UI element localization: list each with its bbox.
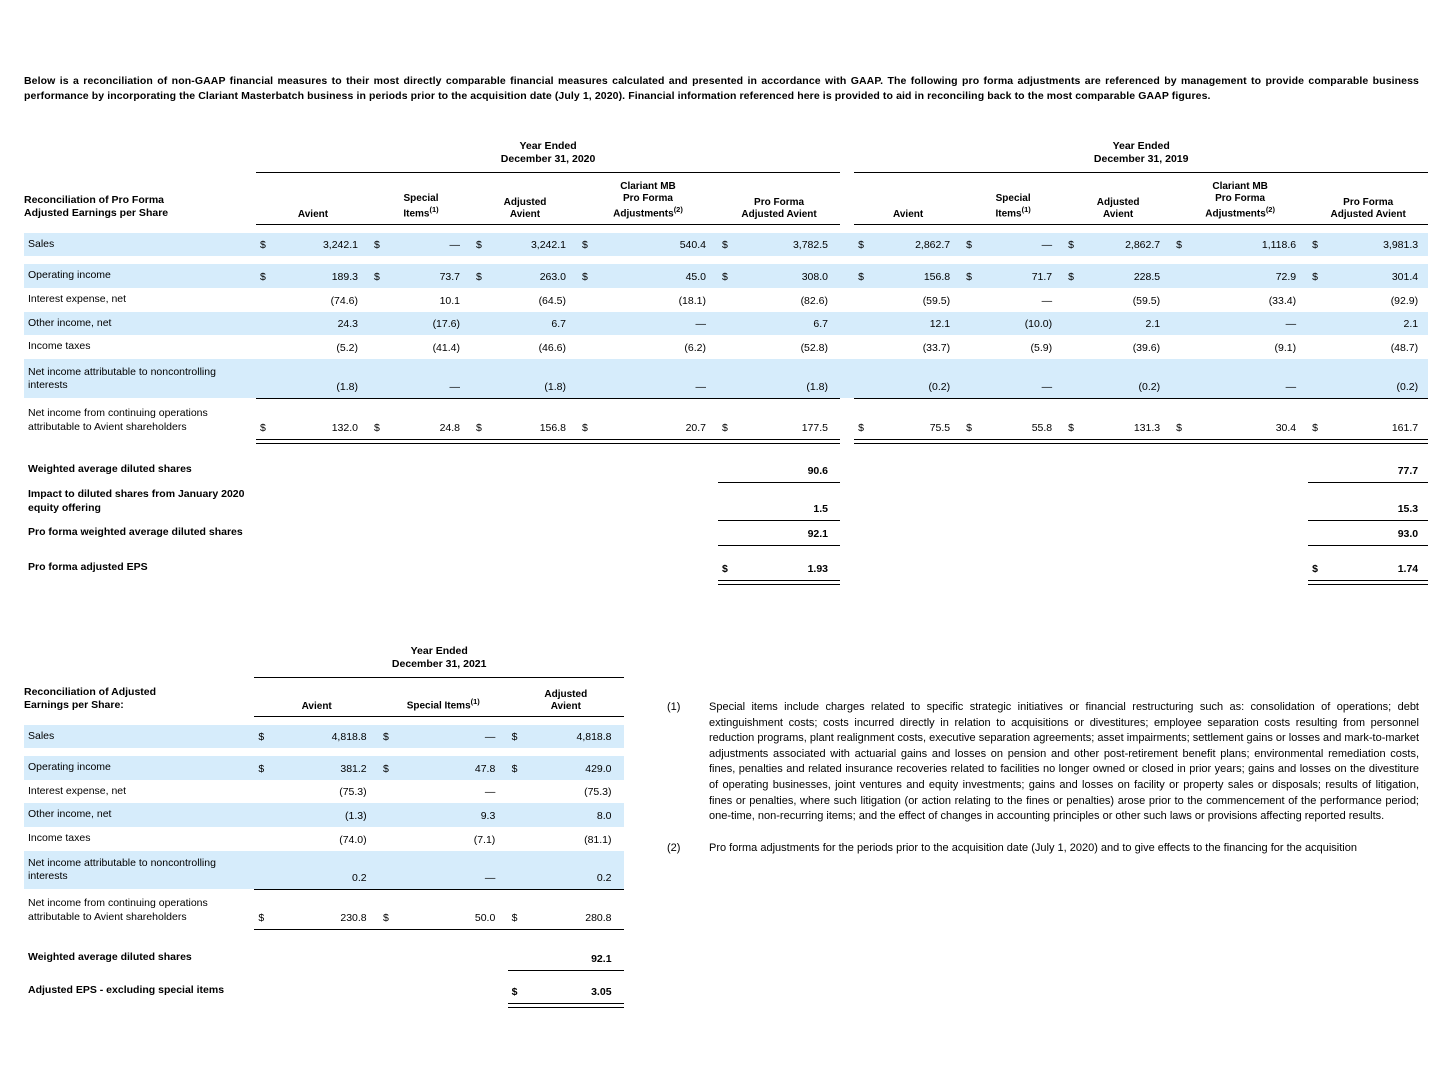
table-row: Other income, net 24.3 (17.6) 6.7 — 6.7 12.1 (10.0) 2.1 — 2.1 [24,312,1428,336]
total-rule-row [24,1003,624,1008]
pro-forma-adjusted-eps-table [24,140,1428,585]
table-row: Operating income $ 189.3 $ 73.7 $ 263.0 $ 45.0 $ 308.0 $ 156.8 $ 71.7 $ 228.5 72.9 $ 301.4 [24,264,1428,288]
year-2020-header: Year Ended December 31, 2020 [500,140,596,166]
table-row: Net income from continuing operations attributable to Avient shareholders $ 132.0 $ 24.8 $ 156.8 $ 20.7 $ 177.5 $ 75.5 $ 55.8 $ 131.3 $ 30.4 $ 161.7 [28,407,1419,435]
col-header-2021-adjusted-avient: Adjusted Avient [544,688,588,712]
table-row: Weighted average diluted shares 90.6 77.7 [28,463,1419,477]
intro-paragraph: Below is a reconciliation of non-GAAP financial measures to their most directly comparable financial measures calculated and presented in accordance with GAAP. The following pro forma adjustments are referenced by management to provide comparable business performance by incorporating the Clariant Masterbatch business in periods prior to the acquisition date (July 1, 2020). Financial information referenced here is provided to aid in reconciling back to the most comparable GAAP figures. [24,75,1419,103]
table-row: Sales $ 4,818.8 $ — $ 4,818.8 [24,725,624,749]
table-row: Net income from continuing operations attributable to Avient shareholders $ 230.8 $ 50.0 $ 280.8 [28,896,612,925]
col-header-2021-avient: Avient [301,700,332,712]
col-header-2020-adjusted-avient: Adjusted Avient [503,196,547,220]
column-header-row [24,181,1428,223]
footnotes [667,700,1419,872]
table-row: Pro forma weighted average diluted shares 92.1 93.0 [28,526,1419,540]
footnote-2-number: (2) [667,841,681,854]
table-row: Net income attributable to noncontrolling interests (1.8) — (1.8) — (1.8) (0.2) — (0.2) — (0.2) [24,359,1428,398]
table-row: Net income attributable to noncontrolling interests 0.2 — 0.2 [24,851,624,889]
year-2021-header: Year Ended December 31, 2021 [391,645,487,671]
footnote-2-text: Pro forma adjustments for the periods prior to the acquisition date (July 1, 2020) and to give effects to the financing for the acquisition [709,841,1357,854]
col-header-2020-pro-forma-adjusted-avient: Pro Forma Adjusted Avient [741,196,817,220]
col-header-2021-special-items: Special Items$^{(1)}$ [406,697,480,712]
table-row: Other income, net (1.3) 9.3 8.0 [24,803,624,827]
row-header-title: Reconciliation of Adjusted Earnings per Share: [24,686,157,712]
col-header-2019-avient: Avient [893,208,924,220]
table-row: Pro forma adjusted EPS $ 1.93 $ 1.74 [28,560,1419,575]
col-header-2019-pro-forma-adjusted-avient: Pro Forma Adjusted Avient [1330,196,1406,220]
column-header-row [24,686,624,715]
total-rule-row [24,580,1428,585]
table-row: Income taxes (5.2) (41.4) (46.6) (6.2) (52.8) (33.7) (5.9) (39.6) (9.1) (48.7) [28,340,1419,354]
row-header-title: Reconciliation of Pro Forma Adjusted Earnings per Share [24,194,169,220]
col-header-2020-avient: Avient [297,208,329,220]
footnote-1-text: Special items include charges related to specific strategic initiatives or financial restructuring such as: consolidation of operations; debt extinguishment costs; costs incurred directly in relation to acquisitions or divestitures; employee separation costs resulting from personnel reduction programs, plant realignment costs, executive separation agreements; asset impairments; settlement gains or losses and mark-to-market adjustments associated with actuarial gains and losses on pension and other post-retirement benefit plans; environmental remediation costs, fines, penalties and related insurance recoveries related to facilities no longer owned or closed in prior years; gains and losses on the divestiture of operating businesses, joint ventures and equity investments; gains and losses on facility or property sales or disposals; results of litigation, fines or penalties, where such litigation (or action relating to the fines or penalties) arose prior to the commencement of the performance period; one-time, non-recurring items; and the effect of changes in accounting principles or other such laws or provisions affecting reported results. [709,701,1419,823]
table-row: Operating income $ 381.2 $ 47.8 $ 429.0 [24,756,624,780]
table-row: Interest expense, net (74.6) 10.1 (64.5) (18.1) (82.6) (59.5) — (59.5) (33.4) (92.9) [28,292,1419,307]
col-header-2019-clariant-adjustments: Clariant MB Pro Forma Adjustments$^{(2)}$ [1205,181,1275,220]
year-2019-header: Year Ended December 31, 2019 [1093,140,1189,166]
col-header-2019-adjusted-avient: Adjusted Avient [1096,196,1140,220]
table-row: Income taxes (74.0) (7.1) (81.1) [28,832,612,846]
footnote-1 [667,700,1419,825]
year-header-row [24,645,624,677]
col-header-2020-clariant-adjustments: Clariant MB Pro Forma Adjustments$^{(2)}$ [613,181,683,220]
table-row: Weighted average diluted shares 92.1 [28,951,612,965]
col-header-2020-special-items: Special Items$^{(1)}$ [403,193,439,220]
table-row: Sales $ 3,242.1 $ — $ 3,242.1 $ 540.4 $ 3,782.5 $ 2,862.7 $ — $ 2,862.7 $ 1,118.6 $ 3,981.3 [24,233,1428,257]
table-row: Adjusted EPS - excluding special items $ 3.05 [28,983,612,998]
footnote-2 [667,841,1419,857]
year-header-row [24,140,1428,172]
table-row: Interest expense, net (75.3) — (75.3) [28,784,612,799]
footnote-1-number: (1) [667,701,681,713]
col-header-2019-special-items: Special Items$^{(1)}$ [995,193,1031,220]
adjusted-eps-table [24,645,624,1008]
table-row: Impact to diluted shares from January 2020 equity offering 1.5 15.3 [28,487,1419,516]
